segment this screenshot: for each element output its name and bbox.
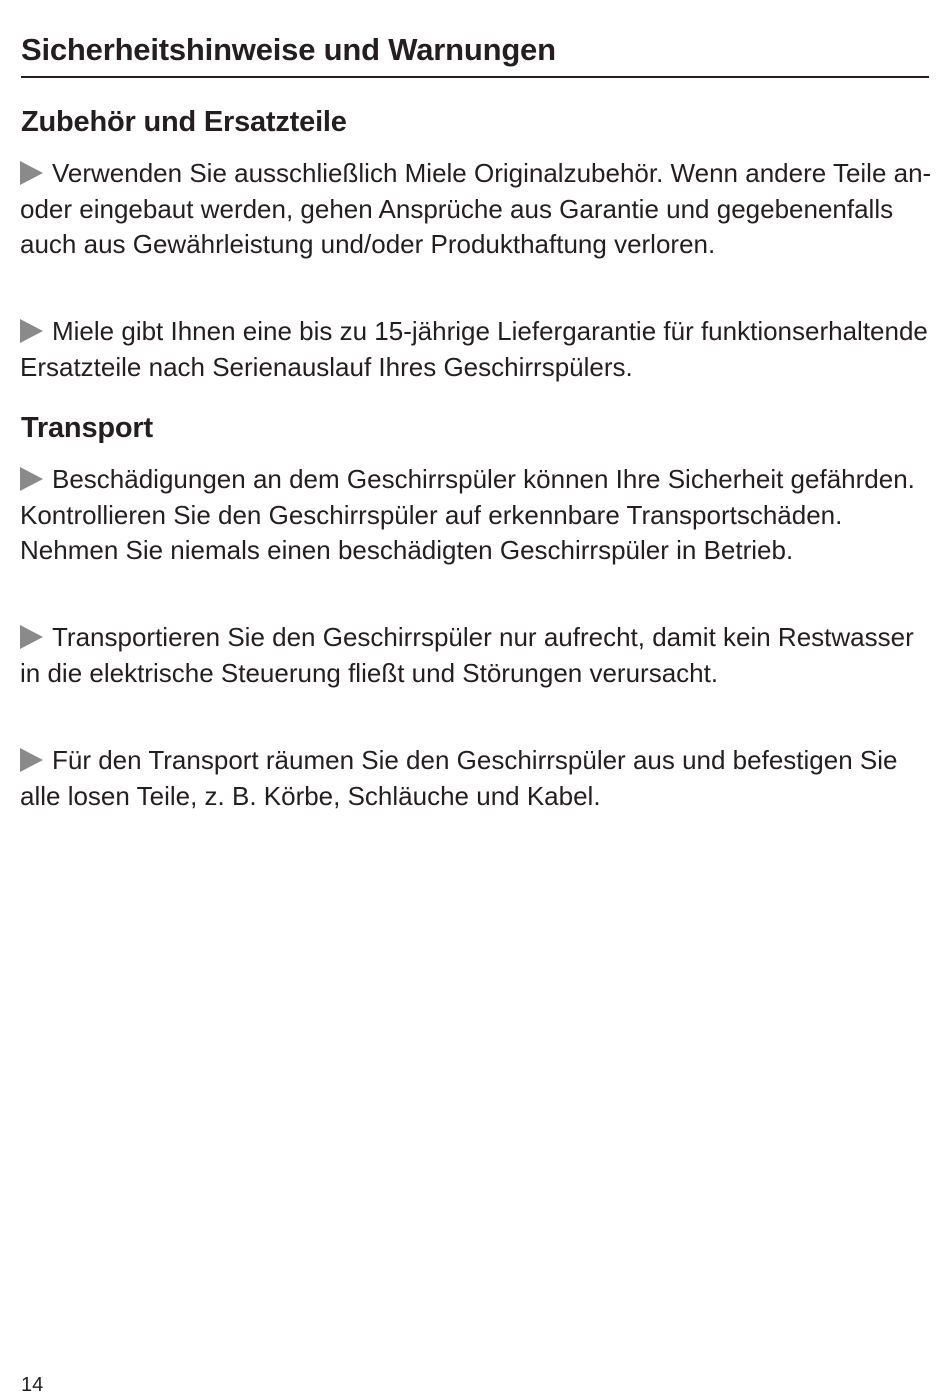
triangle-right-icon: [20, 625, 43, 649]
section-heading-accessories: Zubehör und Ersatzteile: [21, 106, 347, 138]
triangle-right-icon: [20, 748, 43, 772]
list-item-text: Miele gibt Ihnen eine bis zu 15-jährige Liefergarantie für funktionserhaltende Ersatzteile nach Serienauslauf Ihres Geschirrspülers.: [20, 316, 928, 382]
list-item-text: Transportieren Sie den Geschirrspüler nur aufrecht, damit kein Restwasser in die elektrische Steuerung fließt und Störungen verursacht.: [20, 622, 914, 688]
list-item-text: Verwenden Sie ausschließlich Miele Originalzubehör. Wenn andere Teile an- oder eingebaut werden, gehen Ansprüche aus Garantie und gegebenenfalls auch aus Gewährleistung und/oder Produkthaftung verloren.: [20, 158, 932, 259]
list-item-text: Für den Transport räumen Sie den Geschirrspüler aus und befestigen Sie alle losen Teile, z. B. Körbe, Schläuche und Kabel.: [20, 745, 898, 811]
list-item: [20, 462, 932, 569]
list-item: [20, 156, 932, 263]
triangle-right-icon: [20, 161, 43, 185]
list-item: [20, 620, 932, 691]
page-title: Sicherheitshinweise und Warnungen: [21, 32, 556, 67]
title-divider: [21, 76, 929, 78]
triangle-right-icon: [20, 467, 43, 491]
page-number: 14: [21, 1374, 44, 1396]
list-item: [20, 314, 932, 385]
triangle-right-icon: [20, 319, 43, 343]
list-item-text: Beschädigungen an dem Geschirrspüler können Ihre Sicherheit gefährden. Kontrollieren Sie den Geschirrspüler auf erkennbare Transportschäden. Nehmen Sie niemals einen beschädigten Geschirrspüler in Betrieb.: [20, 464, 915, 565]
list-item: [20, 743, 932, 814]
section-heading-transport: Transport: [21, 412, 153, 444]
